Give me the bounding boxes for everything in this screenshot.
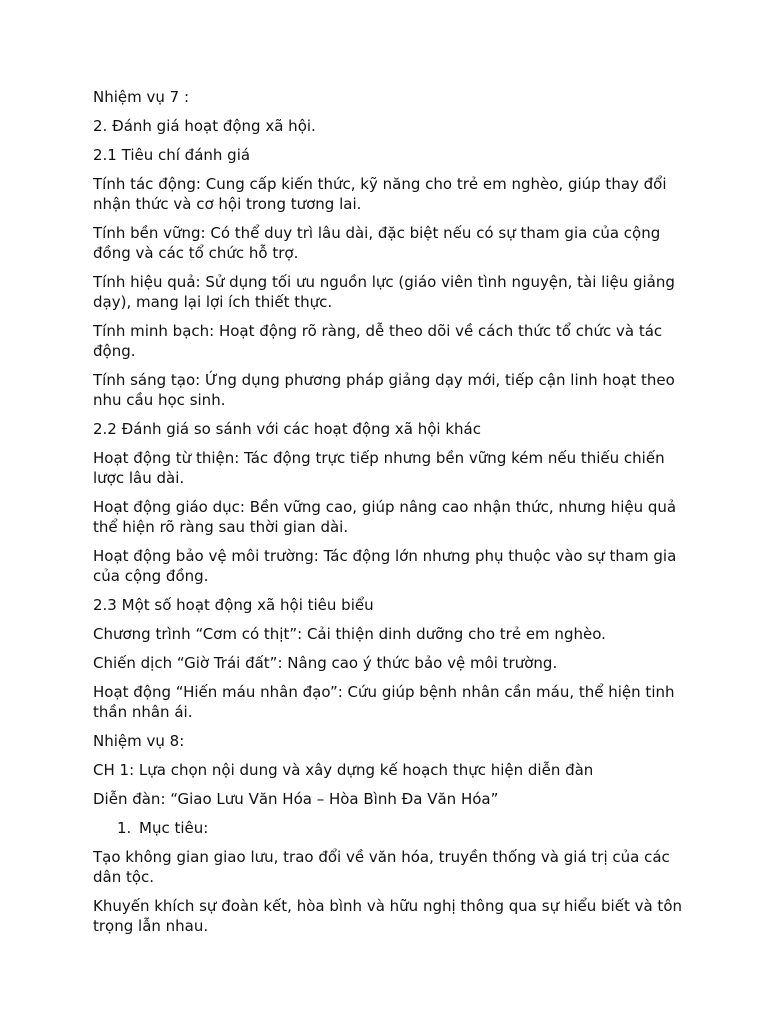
- heading-task-8: Nhiệm vụ 8:: [93, 732, 185, 750]
- subsection-heading: 2.2 Đánh giá so sánh với các hoạt động xã hội khác: [93, 420, 481, 438]
- paragraph: Tính sáng tạo: Ứng dụng phương pháp giảng dạy mới, tiếp cận linh hoạt theo nhu cầu học sinh.: [93, 371, 675, 409]
- paragraph: Diễn đàn: “Giao Lưu Văn Hóa – Hòa Bình Đa Văn Hóa”: [93, 790, 499, 808]
- paragraph: Hoạt động từ thiện: Tác động trực tiếp nhưng bền vững kém nếu thiếu chiến lược lâu dài.: [93, 449, 665, 487]
- paragraph: Hoạt động bảo vệ môi trường: Tác động lớn nhưng phụ thuộc vào sự tham gia của cộng đồng.: [93, 547, 677, 585]
- paragraph: CH 1: Lựa chọn nội dung và xây dựng kế hoạch thực hiện diễn đàn: [93, 761, 594, 779]
- list-number: 1.: [117, 819, 132, 837]
- list-item: [93, 818, 688, 838]
- paragraph: Tạo không gian giao lưu, trao đổi về văn hóa, truyền thống và giá trị của các dân tộc.: [93, 848, 670, 886]
- heading-task-7: Nhiệm vụ 7 :: [93, 88, 190, 106]
- subsection-heading: 2.1 Tiêu chí đánh giá: [93, 146, 251, 164]
- paragraph: Tính tác động: Cung cấp kiến thức, kỹ năng cho trẻ em nghèo, giúp thay đổi nhận thức và cơ hội trong tương lai.: [93, 175, 667, 213]
- list-text: Mục tiêu:: [139, 819, 209, 837]
- paragraph: Tính bền vững: Có thể duy trì lâu dài, đặc biệt nếu có sự tham gia của cộng đồng và các tổ chức hỗ trợ.: [93, 224, 661, 262]
- paragraph: Chiến dịch “Giờ Trái đất”: Nâng cao ý thức bảo vệ môi trường.: [93, 654, 558, 672]
- paragraph: Hoạt động giáo dục: Bền vững cao, giúp nâng cao nhận thức, nhưng hiệu quả thể hiện rõ ràng sau thời gian dài.: [93, 498, 677, 536]
- paragraph: Tính hiệu quả: Sử dụng tối ưu nguồn lực (giáo viên tình nguyện, tài liệu giảng dạy), mang lại lợi ích thiết thực.: [93, 273, 675, 311]
- section-heading: 2. Đánh giá hoạt động xã hội.: [93, 117, 316, 135]
- paragraph: Hoạt động “Hiến máu nhân đạo”: Cứu giúp bệnh nhân cần máu, thể hiện tinh thần nhân ái.: [93, 683, 675, 721]
- paragraph: Chương trình “Cơm có thịt”: Cải thiện dinh dưỡng cho trẻ em nghèo.: [93, 625, 606, 643]
- paragraph: Tính minh bạch: Hoạt động rõ ràng, dễ theo dõi về cách thức tổ chức và tác động.: [93, 322, 663, 360]
- subsection-heading: 2.3 Một số hoạt động xã hội tiêu biểu: [93, 596, 374, 614]
- paragraph: Khuyến khích sự đoàn kết, hòa bình và hữu nghị thông qua sự hiểu biết và tôn trọng lẫn nhau.: [93, 897, 682, 935]
